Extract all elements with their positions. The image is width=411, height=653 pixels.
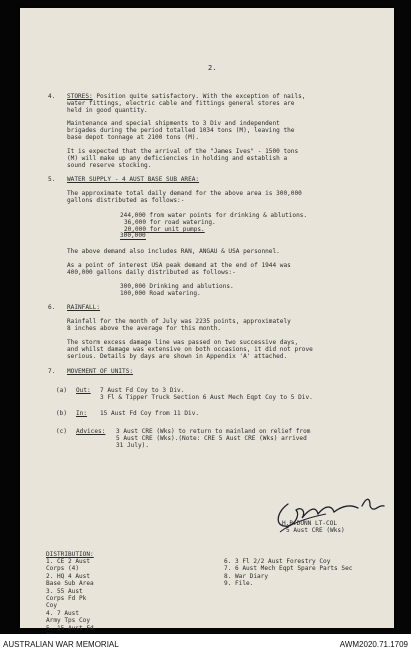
section-4-text-1: Position quite satisfactory. With the exception of nails, (96, 93, 306, 100)
distribution (46, 551, 353, 632)
section-6-para2-1: The storm excess damage line was passed on two successive days, (67, 339, 299, 346)
distribution-item: 8. War Diary (224, 572, 269, 580)
distribution-item: 1. CE 2 Aust Corps (4) (46, 558, 91, 573)
section-5-peak-1: As a point of interest USA peak demand at the end of 1944 was (67, 262, 291, 269)
movement-a-line-1: 7 Aust Fd Coy to 3 Div. (100, 387, 185, 394)
section-6-number: 6. (48, 304, 56, 311)
peak-item-2: 100,000 Road watering. (120, 290, 201, 297)
section-6-text-2: 8 inches above the average for this month. (67, 325, 222, 332)
section-4-text-2: water fittings, electric cable and fittings general stores are (67, 100, 295, 107)
distribution-item: 9. File. (224, 580, 254, 588)
section-7-heading: MOVEMENT OF UNITS: (67, 368, 134, 375)
page-number: 2. (208, 64, 217, 72)
movement-a-head: Out: (76, 387, 91, 394)
distribution-item: 3. 55 Aust Corps Fd Pk Coy (46, 587, 87, 610)
section-4-para3-1: It is expected that the arrival of the "James Ives" - 1500 tons (67, 148, 299, 155)
movement-b-label: (b) (56, 410, 68, 417)
section-4-text-3: held in good quantity. (67, 107, 148, 114)
handwritten-signature (266, 484, 406, 544)
distribution-right (224, 558, 352, 588)
section-7-number: 7. (48, 368, 56, 375)
movement-b-line: 15 Aust Fd Coy from 11 Div. (100, 410, 200, 417)
section-4-para3-3: sound reserve stocking. (67, 162, 152, 169)
archive-footer (0, 634, 411, 653)
section-6-para2-2: and whilst damage was extensive on both occasions, it did not prove (67, 346, 313, 353)
water-item-2: 36,000 for road watering. (124, 219, 216, 226)
distribution-item: 2. HQ 4 Aust Base Sub Area (46, 572, 94, 588)
distribution-heading: DISTRIBUTION: (46, 551, 94, 558)
movement-c-head: Advices: (76, 428, 106, 435)
distribution-left (46, 558, 94, 639)
movement-a-label: (a) (56, 387, 68, 394)
movement-c-line-3: 31 July). (116, 442, 150, 449)
section-5-intro-1: The approximate total daily demand for the above area is 300,000 (67, 190, 302, 197)
section-5-demand-note: The above demand also includes RAN, ANGAU & USA personnel. (67, 248, 280, 255)
movement-b-head: In: (76, 410, 88, 417)
movement-c-label: (c) (56, 428, 68, 435)
footer-institution: AUSTRALIAN WAR MEMORIAL (3, 640, 119, 649)
document-page (20, 8, 394, 632)
section-4-para2-2: brigades during the period totalled 1034 tons (M), leaving the (67, 127, 295, 134)
distribution-item: 7. 6 Aust Mech Eqpt Spare Parts Sec (224, 565, 353, 573)
water-item-3: 20,000 for unit pumps. (124, 226, 205, 233)
section-5-intro-2: gallons distributed as follows:- (67, 197, 185, 204)
section-5-number: 5. (48, 176, 56, 183)
water-total: 300,000 (120, 232, 146, 239)
section-4-number: 4. (48, 93, 56, 100)
section-4-para3-2: (M) will make up any deficiencies in holding and establish a (67, 155, 288, 162)
distribution-item: 5. 15 Aust Fd (46, 624, 94, 632)
footer-accession-number: AWM2020.71.1709 (339, 640, 408, 649)
section-6-text-1: Rainfall for the month of July was 2235 points, approximately (67, 318, 291, 325)
section-6-para2-3: serious. Details by days are shown in Appendix 'A' attached. (67, 353, 288, 360)
movement-c-line-2: 5 Aust CRE (Wks).(Note: CRE 5 Aust CRE (Wks) arrived (116, 435, 307, 442)
movement-a-line-2: 3 Fl & Tipper Truck Section 6 Aust Mech Eqpt Coy to 5 Div. (100, 394, 313, 401)
section-5-peak-2: 400,000 gallons daily distributed as follows:- (67, 269, 236, 276)
water-item-1: 244,000 from water points for drinking & ablutions. (120, 212, 308, 219)
peak-item-1: 300,000 Drinking and ablutions. (120, 283, 234, 290)
section-4-heading: STORES: (67, 93, 93, 100)
section-6-heading: RAINFALL: (67, 304, 101, 311)
section-4-para2-1: Maintenance and special shipments to 3 Div and independent (67, 120, 280, 127)
section-5-heading: WATER SUPPLY - 4 AUST BASE SUB AREA: (67, 176, 200, 183)
section-4-para2-3: base depot tonnage at 2100 tons (M). (67, 134, 200, 141)
signatory-name: H.B.DUNN LT-COL (282, 520, 338, 527)
distribution-item: 4. 7 Aust Army Tps Coy (46, 609, 91, 625)
movement-c-line-1: 3 Aust CRE (Wks) to return to mainland on relief from (116, 428, 311, 435)
signatory-unit: 5 Aust CRE (Wks) (286, 527, 345, 534)
distribution-item: 6. 3 Fl 2/2 Aust Forestry Coy (224, 558, 331, 565)
